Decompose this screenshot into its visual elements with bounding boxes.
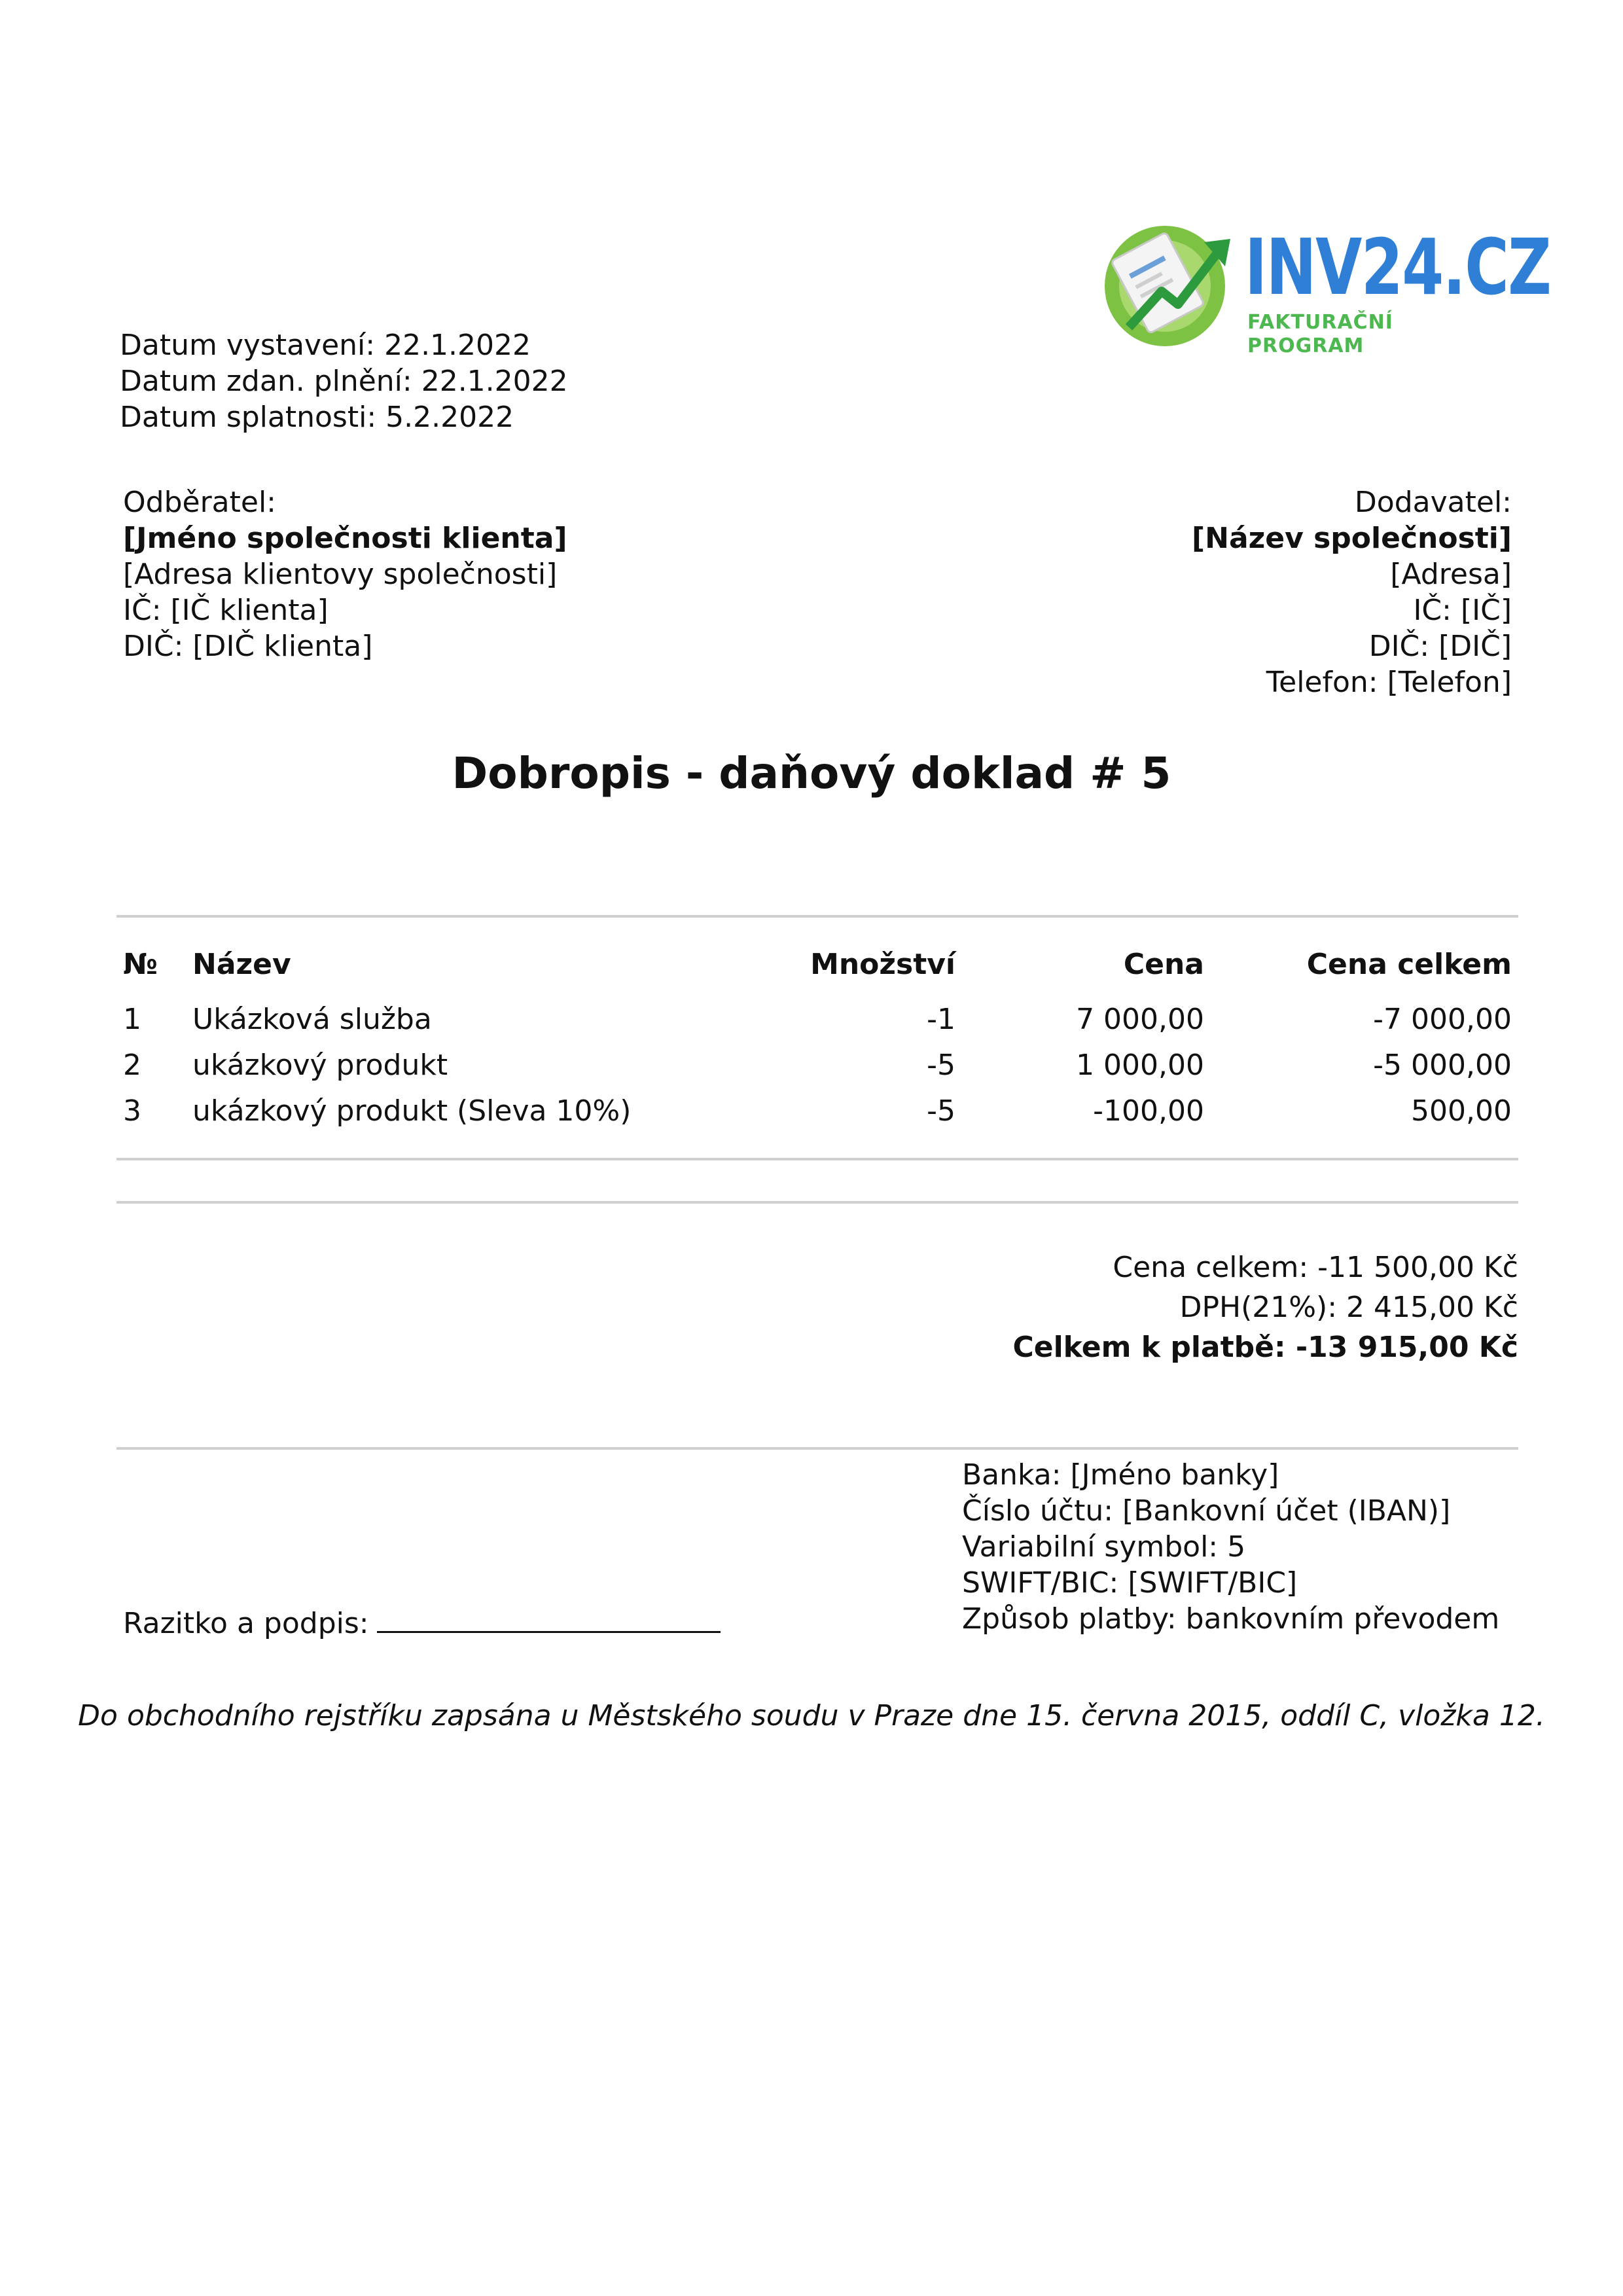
supplier-block	[1192, 484, 1512, 700]
logo-emblem-icon	[1099, 213, 1240, 353]
supplier-address: [Adresa]	[1390, 558, 1512, 591]
totals-block	[1012, 1247, 1518, 1367]
row-price: 1 000,00	[1076, 1049, 1204, 1082]
row-price: -100,00	[1093, 1094, 1204, 1128]
payment-method: Způsob platby: bankovním převodem	[962, 1602, 1500, 1636]
document-dates	[120, 327, 568, 435]
row-quantity: -1	[927, 1003, 955, 1036]
row-name: ukázkový produkt (Sleva 10%)	[192, 1094, 632, 1128]
row-name: ukázkový produkt	[192, 1049, 448, 1082]
signature-label: Razitko a podpis:	[123, 1607, 369, 1640]
signature-field	[123, 1602, 721, 1641]
issue-date: Datum vystavení: 22.1.2022	[120, 329, 531, 362]
company-logo	[1099, 213, 1551, 357]
row-total: -7 000,00	[1373, 1003, 1512, 1036]
customer-address: [Adresa klientovy společnosti]	[123, 558, 558, 591]
supplier-ic: IČ: [IČ]	[1413, 594, 1512, 627]
row-price: 7 000,00	[1076, 1003, 1204, 1036]
header-number: №	[123, 948, 158, 981]
row-quantity: -5	[927, 1049, 955, 1082]
signature-line	[377, 1602, 721, 1633]
taxable-date: Datum zdan. plnění: 22.1.2022	[120, 365, 568, 398]
customer-ic: IČ: [IČ klienta]	[123, 594, 329, 627]
row-name: Ukázková služba	[192, 1003, 432, 1036]
variable-symbol: Variabilní symbol: 5	[962, 1530, 1246, 1564]
header-quantity: Množství	[810, 948, 955, 981]
supplier-dic: DIČ: [DIČ]	[1368, 630, 1512, 663]
header-price: Cena	[1123, 948, 1204, 981]
row-total: -5 000,00	[1373, 1049, 1512, 1082]
supplier-label: Dodavatel:	[1354, 486, 1512, 519]
swift-code: SWIFT/BIC: [SWIFT/BIC]	[962, 1566, 1298, 1600]
payment-divider	[116, 1447, 1518, 1450]
row-number: 1	[123, 1003, 141, 1036]
row-number: 2	[123, 1049, 141, 1082]
customer-dic: DIČ: [DIČ klienta]	[123, 630, 373, 663]
document-title: Dobropis - daňový doklad # 5	[452, 748, 1171, 798]
customer-name: [Jméno společnosti klienta]	[123, 522, 567, 555]
supplier-name: [Název společnosti]	[1192, 522, 1512, 555]
payment-block	[962, 1457, 1499, 1637]
vat-amount: DPH(21%): 2 415,00 Kč	[1179, 1291, 1518, 1324]
header-name: Název	[192, 948, 291, 981]
logo-tagline: FAKTURAČNÍ PROGRAM	[1247, 311, 1393, 357]
row-quantity: -5	[927, 1094, 955, 1128]
header-total: Cena celkem	[1306, 948, 1512, 981]
bank-name: Banka: [Jméno banky]	[962, 1458, 1279, 1492]
due-date: Datum splatnosti: 5.2.2022	[120, 401, 514, 434]
account-number: Číslo účtu: [Bankovní účet (IBAN)]	[962, 1494, 1451, 1528]
registry-note: Do obchodního rejstříku zapsána u Městského soudu v Praze dne 15. června 2015, oddíl C, vložka 12.	[78, 1699, 1545, 1732]
customer-block	[123, 484, 567, 664]
subtotal: Cena celkem: -11 500,00 Kč	[1113, 1251, 1518, 1284]
logo-brand-text: INV24.CZ	[1245, 222, 1551, 312]
row-number: 3	[123, 1094, 141, 1128]
grand-total: Celkem k platbě: -13 915,00 Kč	[1012, 1331, 1518, 1364]
customer-label: Odběratel:	[123, 486, 276, 519]
totals-divider	[116, 1201, 1518, 1204]
table-bottom-divider	[116, 1158, 1518, 1160]
table-top-divider	[116, 915, 1518, 918]
row-total: 500,00	[1411, 1094, 1512, 1128]
supplier-phone: Telefon: [Telefon]	[1266, 666, 1512, 699]
